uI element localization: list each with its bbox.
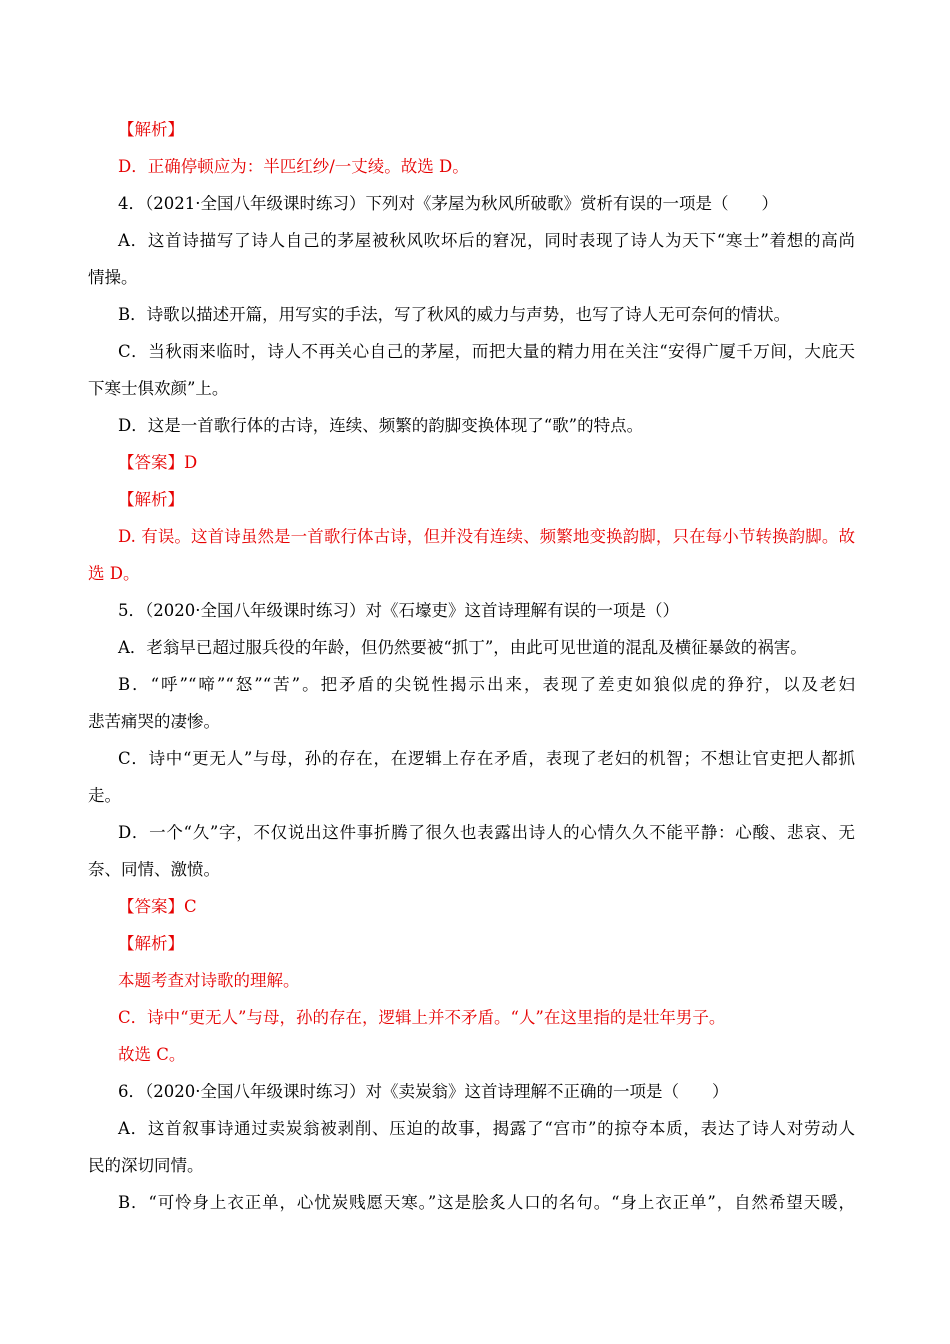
question-5-option-c-cont: 走。 bbox=[88, 786, 121, 805]
analysis-tag: 【解析】 bbox=[118, 120, 184, 139]
analysis-text: D．正确停顿应为：半匹红纱/一丈绫。故选 D。 bbox=[118, 157, 469, 176]
question-5-option-b: B．“呼”“啼”“怒”“苦”。把矛盾的尖锐性揭示出来，表现了差吏如狼似虎的狰狞，以及老妇 bbox=[118, 675, 855, 694]
question-5-option-c: C．诗中“更无人”与母，孙的存在，在逻辑上存在矛盾，表现了老妇的机智；不想让官吏把人都抓 bbox=[118, 749, 855, 768]
analysis-text-cont: 选 D。 bbox=[88, 564, 140, 583]
question-6-option-b: B．“可怜身上衣正单，心忧炭贱愿天寒。”这是脍炙人口的名句。“身上衣正单”，自然希望天暖， bbox=[118, 1193, 855, 1212]
question-5-answer bbox=[118, 896, 197, 918]
answer-value: D bbox=[184, 453, 198, 472]
analysis-text: C．诗中“更无人”与母，孙的存在，逻辑上并不矛盾。“人”在这里指的是壮年男子。 bbox=[118, 1008, 726, 1027]
analysis-tag: 【解析】 bbox=[118, 934, 184, 953]
question-4-option-a: A．这首诗描写了诗人自己的茅屋被秋风吹坏后的窘况，同时表现了诗人为天下“寒士”着想的高尚 bbox=[118, 231, 855, 250]
question-6-option-a: A．这首叙事诗通过卖炭翁被剥削、压迫的故事，揭露了“宫市”的掠夺本质，表达了诗人对劳动人 bbox=[118, 1119, 855, 1138]
question-4-option-d: D．这是一首歌行体的古诗，连续、频繁的韵脚变换体现了“歌”的特点。 bbox=[118, 416, 644, 435]
answer-value: C bbox=[184, 897, 197, 916]
analysis-tag: 【解析】 bbox=[118, 490, 184, 509]
analysis-text: 本题考查对诗歌的理解。 bbox=[118, 971, 300, 990]
question-6-option-a-cont: 民的深切同情。 bbox=[88, 1156, 204, 1175]
question-4-stem: 4．（2021·全国八年级课时练习）下列对《茅屋为秋风所破歌》赏析有误的一项是（ ） bbox=[118, 194, 778, 213]
analysis-text: 故选 C。 bbox=[118, 1045, 186, 1064]
question-4-option-c: C．当秋雨来临时，诗人不再关心自己的茅屋，而把大量的精力用在关注“安得广厦千万间，大庇天 bbox=[118, 342, 855, 361]
answer-tag: 【答案】 bbox=[118, 897, 184, 916]
question-5-option-b-cont: 悲苦痛哭的凄惨。 bbox=[88, 712, 220, 731]
question-4-option-a-cont: 情操。 bbox=[88, 268, 138, 287]
question-5-option-d-cont: 奈、同情、激愤。 bbox=[88, 860, 220, 879]
question-5-option-a: A．老翁早已超过服兵役的年龄，但仍然要被“抓丁”，由此可见世道的混乱及横征暴敛的祸害。 bbox=[118, 638, 807, 657]
analysis-text: D. 有误。这首诗虽然是一首歌行体古诗，但并没有连续、频繁地变换韵脚，只在每小节转换韵脚。故 bbox=[118, 527, 855, 546]
question-5-stem: 5．（2020·全国八年级课时练习）对《石壕吏》这首诗理解有误的一项是（） bbox=[118, 601, 679, 620]
question-6-stem: 6．（2020·全国八年级课时练习）对《卖炭翁》这首诗理解不正确的一项是（ ） bbox=[118, 1082, 729, 1101]
question-4-option-b: B．诗歌以描述开篇，用写实的手法，写了秋风的威力与声势，也写了诗人无可奈何的情状。 bbox=[118, 305, 791, 324]
question-4-option-c-cont: 下寒士俱欢颜”上。 bbox=[88, 379, 229, 398]
question-5-option-d: D．一个“久”字，不仅说出这件事折腾了很久也表露出诗人的心情久久不能平静：心酸、悲哀、无 bbox=[118, 823, 855, 842]
answer-tag: 【答案】 bbox=[118, 453, 184, 472]
question-4-answer bbox=[118, 452, 197, 474]
